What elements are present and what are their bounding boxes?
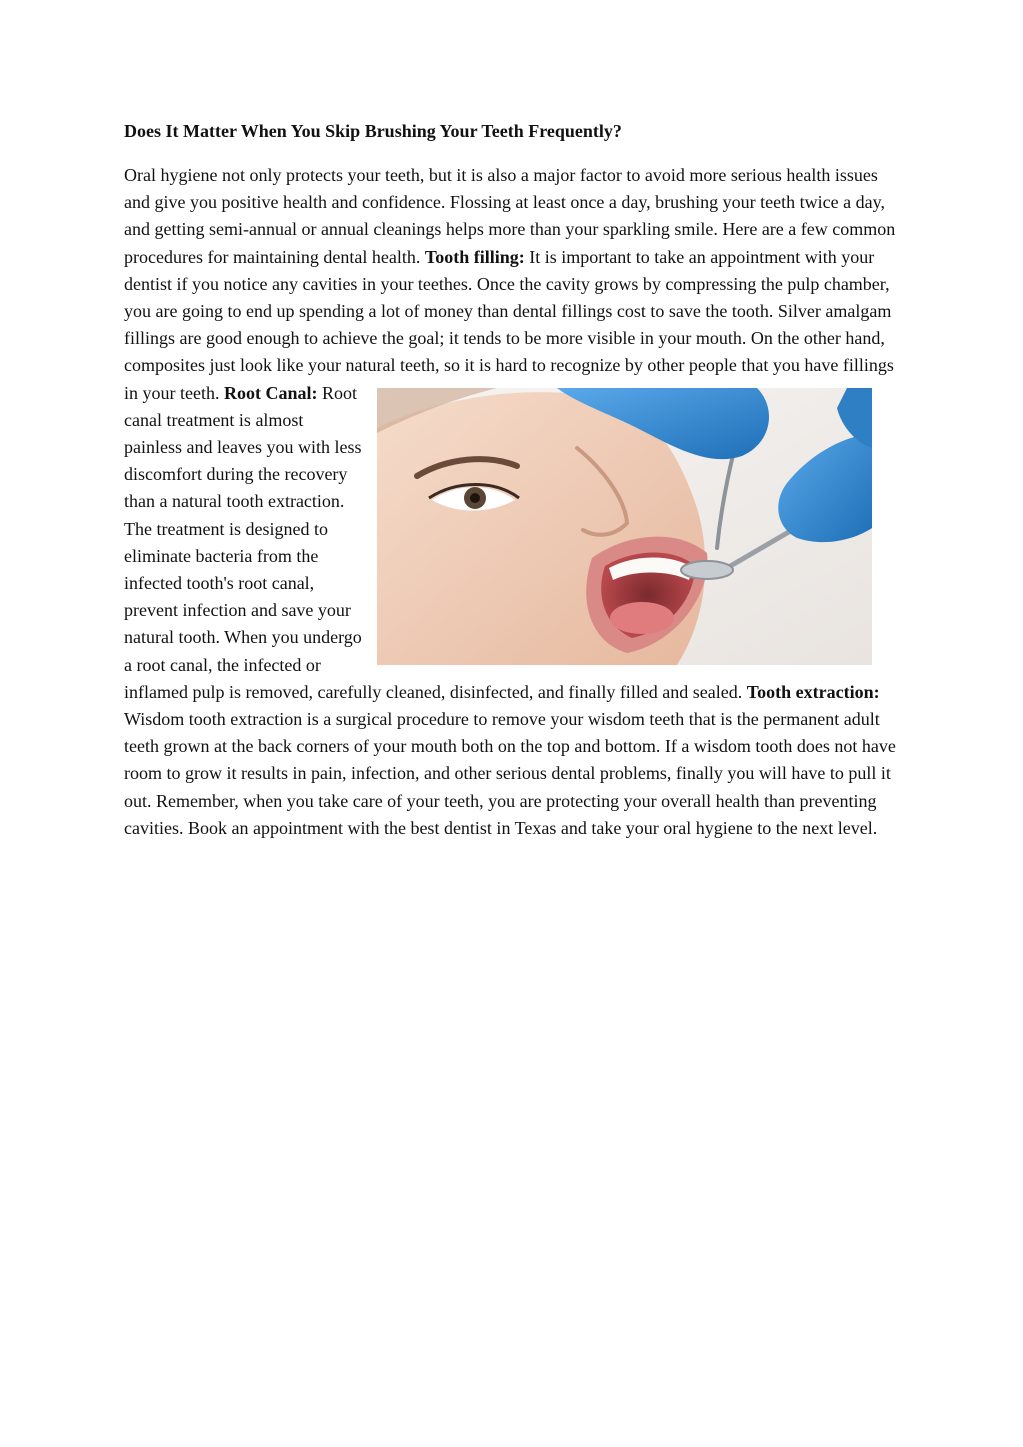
tooth-extraction-text: Wisdom tooth extraction is a surgical procedure to remove your wisdom teeth that is the permanent adult teeth grown at the back corners of your mouth both on the top and bottom. If a wisdom tooth does not have room to grow it results in pain, infection, and other serious dental problems, finally you will have to pull it out. Remember, when you take care of your teeth, you are protecting your overall health than preventing cavities. Book an appointment with the best dentist in Texas and take your oral hygiene to the next level. bbox=[124, 709, 896, 838]
document-title: Does It Matter When You Skip Brushing Your Teeth Frequently? bbox=[124, 121, 622, 141]
tooth-extraction-heading: Tooth extraction: bbox=[746, 681, 880, 702]
tooth-filling-text: It is important to take an appointment with your dentist if you notice any cavities in your teethes. Once the cavity grows by compressing the pulp chamber, you are going to end up spending a lot of money than dental fillings cost to save the tooth. Silver amalgam fillings are good enough to achieve the goal; it tends to be more visible in your mouth. On the other hand, composites just look like your natural teeth, so it is hard to recognize by other people that you have fillings in your teeth. bbox=[124, 246, 894, 403]
document-page bbox=[124, 118, 900, 842]
intro-paragraph bbox=[124, 162, 900, 842]
intro-text: Oral hygiene not only protects your teeth, but it is also a major factor to avoid more serious health issues and give you positive health and confidence. Flossing at least once a day, brushing your teeth twice a day, and getting semi-annual or annual cleanings helps more than your sparkling smile. Here are a few common procedures for maintaining dental health. bbox=[124, 165, 896, 267]
dental-exam-image bbox=[377, 388, 872, 665]
root-canal-text: Root canal treatment is almost painless and leaves you with less discomfort during the recovery than a natural tooth extraction. The treatment is designed to eliminate bacteria from the infected tooth's root canal, prevent infection and save your natural tooth. When you undergo a root canal, the infected or inflamed pulp is removed, carefully cleaned, disinfected, and finally filled and sealed. bbox=[124, 382, 743, 702]
tooth-filling-heading: Tooth filling: bbox=[424, 246, 525, 267]
root-canal-heading: Root Canal: bbox=[223, 382, 318, 403]
